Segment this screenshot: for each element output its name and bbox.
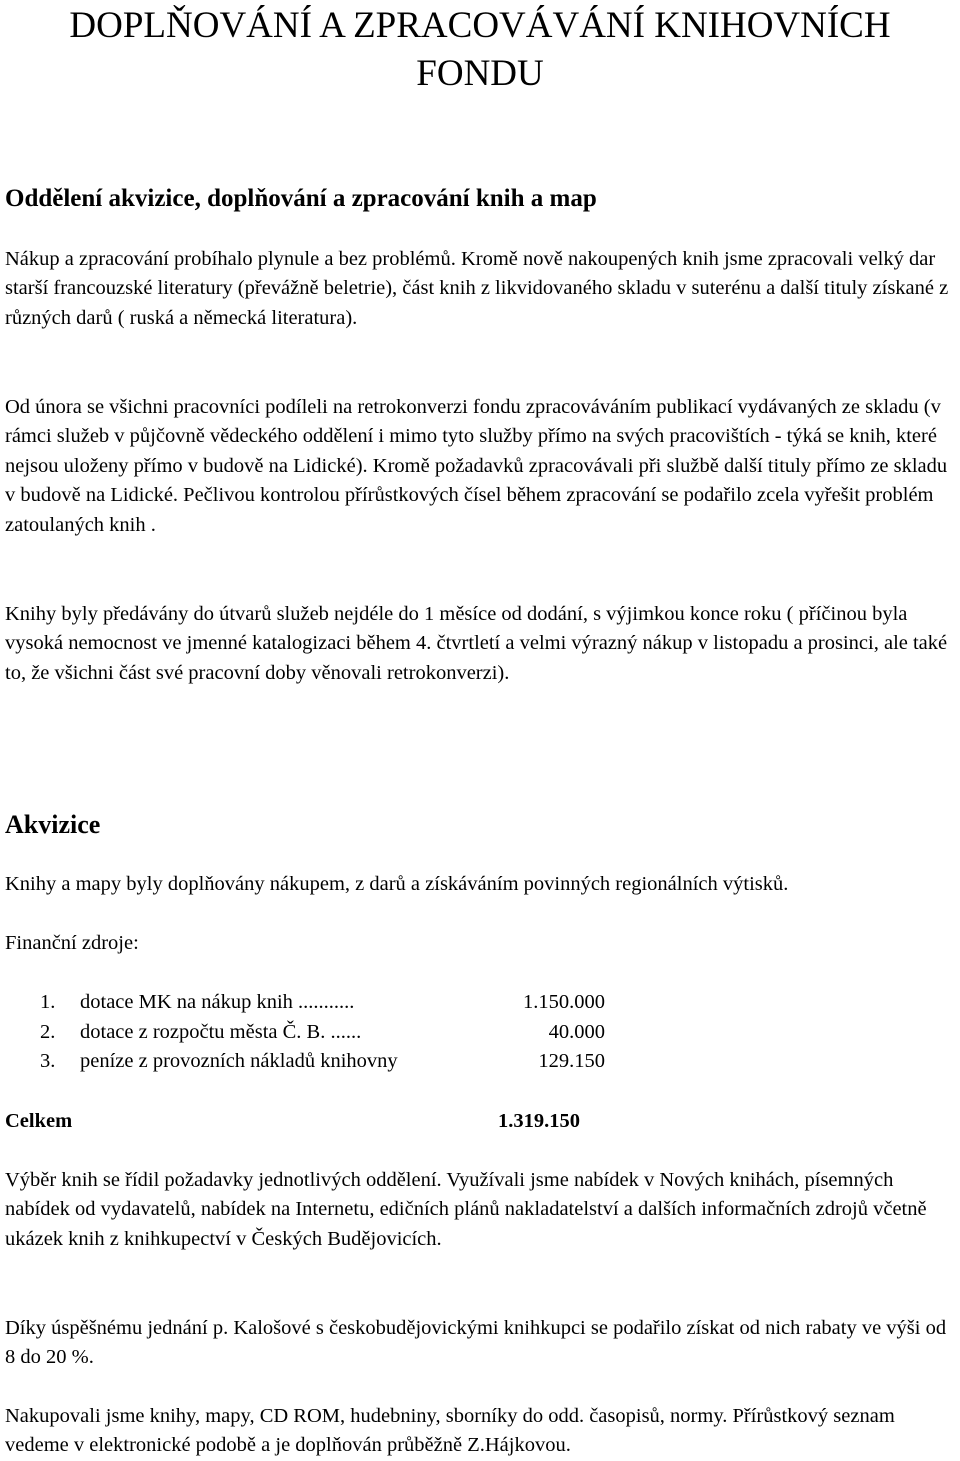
- funding-item-text: dotace z rozpočtu města Č. B. ......: [80, 1020, 362, 1043]
- paragraph-akvizice-intro: Knihy a mapy byly doplňovány nákupem, z darů a získáváním povinných regionálních výtisků.: [5, 873, 789, 895]
- document-title-line2: FONDU: [416, 53, 544, 94]
- section-heading-odd: Oddělení akvizice, doplňování a zpracování knih a map: [5, 185, 597, 212]
- total-label: Celkem: [5, 1110, 73, 1132]
- funding-item-text: dotace MK na nákup knih ...........: [80, 991, 355, 1013]
- paragraph-rabaty: Díky úspěšnému jednání p. Kalošové s českobudějovickými knihkupci se podařilo získat od nich rabaty ve výši od 8 do 20 %.: [5, 1317, 947, 1369]
- paragraph-retrokonverze: Od února se všichni pracovníci podíleli na retrokonverzi fondu zpracováváním publikací vydávaných ze skladu (v rámci služeb v půjčovně vědeckého oddělení i mimo tyto služby přímo na svých pracovištích - týká se knih, které nejsou uloženy přímo v budově na Lidické). Kromě požadavků zpracovávali při službě další tituly přímo ze skladu v budově na Lidické. Pečlivou kontrolou přírůstkových čísel během zpracování se podařilo zcela vyřešit problém zatoulaných knih .: [5, 396, 948, 536]
- document-title: [0, 2, 960, 98]
- funding-item-amount: 129.150: [538, 1050, 605, 1072]
- funding-item-amount: 40.000: [548, 1020, 605, 1043]
- paragraph-predavani: Knihy byly předávány do útvarů služeb nejdéle do 1 měsíce od dodání, s výjimkou konce roku ( příčinou byla vysoká nemocnost ve jmenné katalogizaci během 4. čtvrtletí a velmi výrazný nákup v listopadu a prosinci, ale také to, že všichni část své pracovní doby věnovali retrokonverzi).: [5, 603, 948, 684]
- section-heading-akvizice: Akvizice: [5, 810, 101, 839]
- paragraph-vyber: Výběr knih se řídil požadavky jednotlivých oddělení. Využívali jsme nabídek v Nových knihách, písemných nabídek od vydavatelů, nabídek na Internetu, edičních plánů nakladatelství a dalších informačních zdrojů včetně ukázek knih z knihkupectví v Českých Budějovicích.: [5, 1169, 927, 1250]
- funding-item-text: peníze z provozních nákladů knihovny: [80, 1050, 398, 1072]
- funding-item-number: 1.: [40, 991, 56, 1013]
- paragraph-nakup: Nákup a zpracování probíhalo plynule a bez problémů. Kromě nově nakoupených knih jsme zpracovali velký dar starší francouzské literatury (převážně beletrie), část knih z likvidovaného skladu v suterénu a další tituly získané z různých darů ( ruská a německá literatura).: [5, 248, 949, 329]
- total-amount: 1.319.150: [498, 1110, 580, 1132]
- funding-item-number: 2.: [40, 1020, 56, 1043]
- funding-label: Finanční zdroje:: [5, 932, 139, 954]
- funding-item-number: 3.: [40, 1050, 56, 1072]
- document-title-line1: DOPLŇOVÁNÍ A ZPRACOVÁVÁNÍ KNIHOVNÍCH: [69, 5, 891, 46]
- funding-item-amount: 1.150.000: [523, 991, 605, 1013]
- paragraph-nakupovali: Nakupovali jsme knihy, mapy, CD ROM, hudebniny, sborníky do odd. časopisů, normy. Přírůstkový seznam vedeme v elektronické podobě a je doplňován průběžně Z.Hájkovou.: [5, 1405, 895, 1457]
